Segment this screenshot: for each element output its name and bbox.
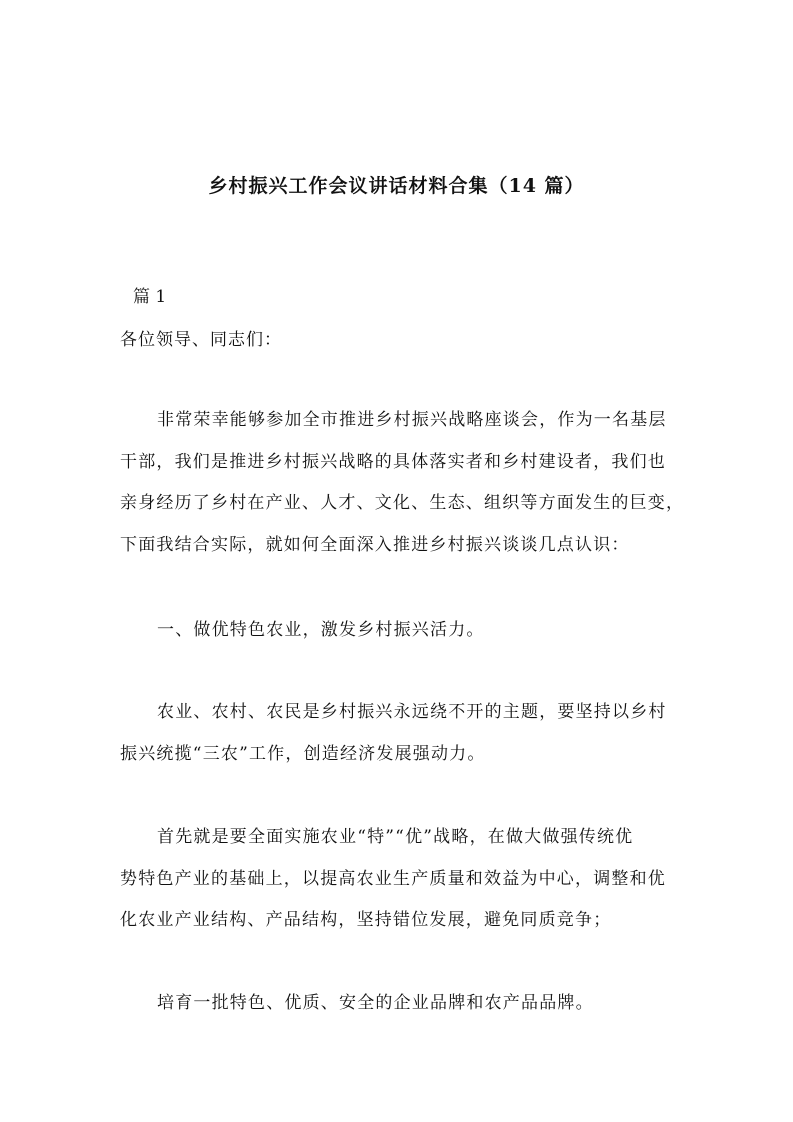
chapter-heading: 篇 1 [133,287,167,307]
paragraph-line: 振兴统揽“三农”工作，创造经济发展强动力。 [120,743,486,764]
section-heading-1 [120,610,680,652]
document-title: 乡村振兴工作会议讲话材料合集（14 篇） [208,175,585,197]
paragraph-line: 下面我结合实际，就如何全面深入推进乡村振兴谈谈几点认识： [120,534,630,555]
paragraph-line: 非常荣幸能够参加全市推进乡村振兴战略座谈会，作为一名基层 [157,410,667,430]
salutation: 各位领导、同志们： [120,330,282,350]
paragraph-line: 势特色产业的基础上，以提高农业生产质量和效益为中心，调整和优 [120,868,666,889]
paragraph-line: 首先就是要全面实施农业“特”“优”战略，在做大做强传统优 [157,827,634,847]
paragraph-intro [120,400,685,566]
paragraph-line: 培育一批特色、优质、安全的企业品牌和农产品品牌。 [157,993,594,1013]
paragraph-line: 干部，我们是推进乡村振兴战略的具体落实者和乡村建设者，我们也 [120,451,666,472]
paragraph-line: 亲身经历了乡村在产业、人才、文化、生态、组织等方面发生的巨变， [120,493,685,513]
paragraph-brands [120,983,680,1025]
paragraph-strategy [120,817,680,942]
paragraph-line: 化农业产业结构、产品结构，坚持错位发展，避免同质竞争； [120,910,612,930]
paragraph-line: 一、做优特色农业，激发乡村振兴活力。 [157,620,485,640]
paragraph-agriculture [120,692,680,775]
paragraph-line: 农业、农村、农民是乡村振兴永远绕不开的主题，要坚持以乡村 [157,702,667,722]
